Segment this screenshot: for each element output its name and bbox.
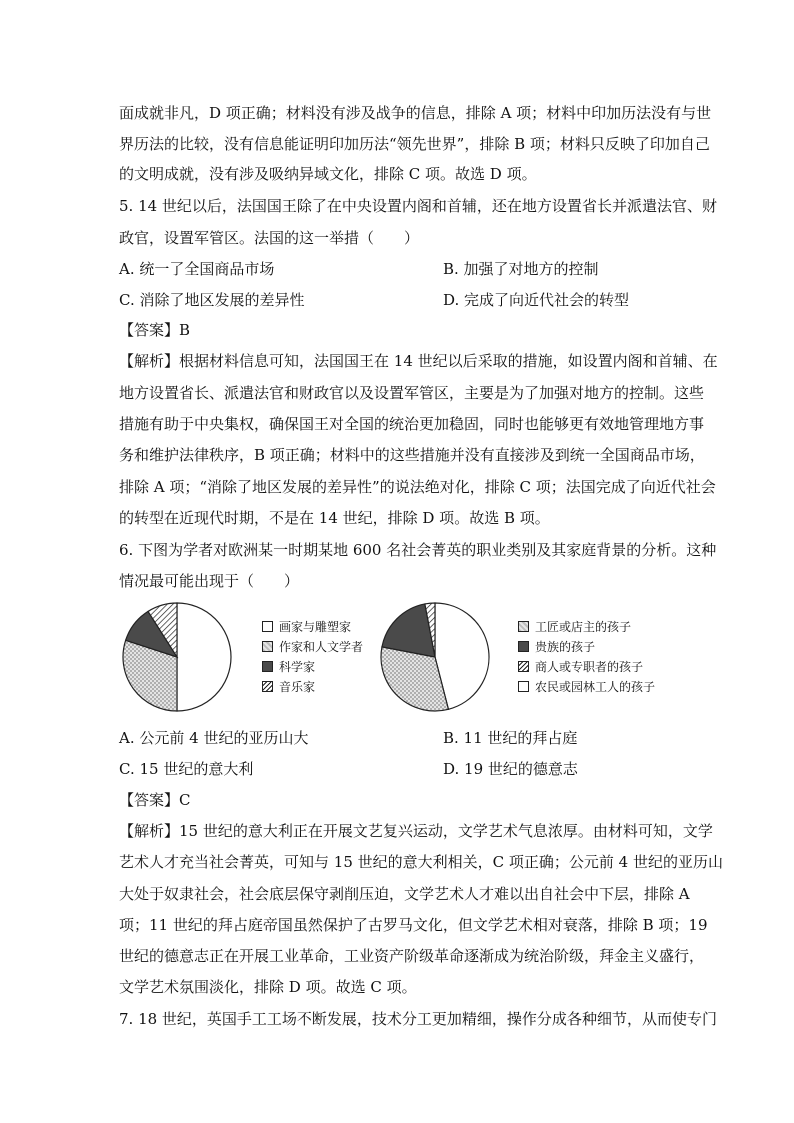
question-6-option-c: C. 15 世纪的意大利 bbox=[119, 760, 254, 778]
pie-charts-figure bbox=[120, 600, 680, 715]
legend-swatch-dotted bbox=[262, 641, 273, 652]
question-6-option-d: D. 19 世纪的德意志 bbox=[443, 760, 578, 778]
legend-item: 商人或专职者的孩子 bbox=[518, 660, 643, 674]
question-6-explanation: 项；11 世纪的拜占庭帝国虽然保护了古罗马文化，但文学艺术相对衰落，排除 B 项；19 bbox=[119, 916, 708, 934]
legend-swatch-dark bbox=[262, 661, 273, 672]
question-5-option-a: A. 统一了全国商品市场 bbox=[119, 260, 275, 278]
legend-swatch-white bbox=[518, 681, 529, 692]
legend-item: 画家与雕塑家 bbox=[262, 620, 351, 634]
legend-swatch-hatched bbox=[518, 661, 529, 672]
legend-item: 农民或园林工人的孩子 bbox=[518, 680, 655, 694]
question-6-explanation: 大处于奴隶社会，社会底层保守剥削压迫，文学艺术人才难以出自社会中下层，排除 A bbox=[119, 885, 690, 903]
question-6-explanation: 艺术人才充当社会菁英，可知与 15 世纪的意大利相关，C 项正确；公元前 4 世纪的亚历山 bbox=[119, 853, 723, 871]
pie-chart-occupation bbox=[120, 600, 240, 715]
question-6-option-b: B. 11 世纪的拜占庭 bbox=[443, 729, 578, 747]
pie-slice-1 bbox=[177, 603, 231, 711]
question-5-stem: 政官，设置军管区。法国的这一举措（ ） bbox=[119, 229, 420, 247]
legend-swatch-dotted bbox=[518, 621, 529, 632]
question-5-option-c: C. 消除了地区发展的差异性 bbox=[119, 291, 305, 309]
question-6-explanation: 【解析】15 世纪的意大利正在开展文艺复兴运动，文学艺术气息浓厚。由材料可知，文学 bbox=[119, 822, 713, 840]
question-6-explanation: 世纪的德意志正在开展工业革命，工业资产阶级革命逐渐成为统治阶级，拜金主义盛行， bbox=[119, 947, 705, 965]
question-6-answer: 【答案】C bbox=[119, 791, 191, 809]
question-5-explanation: 措施有助于中央集权，确保国王对全国的统治更加稳固，同时也能够更有效地管理地方事 bbox=[119, 415, 705, 433]
legend-item: 贵族的孩子 bbox=[518, 640, 595, 654]
legend-item: 科学家 bbox=[262, 660, 315, 674]
question-5-explanation: 【解析】根据材料信息可知，法国国王在 14 世纪以后采取的措施，如设置内阁和首辅、在 bbox=[119, 352, 718, 370]
question-5-option-d: D. 完成了向近代社会的转型 bbox=[443, 291, 630, 309]
legend-item: 音乐家 bbox=[262, 680, 315, 694]
legend-item: 作家和人文学者 bbox=[262, 640, 363, 654]
question-5-option-b: B. 加强了对地方的控制 bbox=[443, 260, 599, 278]
legend-swatch-white bbox=[262, 621, 273, 632]
text-line: 界历法的比较，没有信息能证明印加历法“领先世界”，排除 B 项；材料只反映了印加自己 bbox=[119, 135, 710, 153]
legend-swatch-hatched bbox=[262, 681, 273, 692]
question-5-explanation: 排除 A 项；“消除了地区发展的差异性”的说法绝对化，排除 C 项；法国完成了向近代社会 bbox=[119, 478, 716, 496]
question-6-option-a: A. 公元前 4 世纪的亚历山大 bbox=[119, 729, 309, 747]
legend-item: 工匠或店主的孩子 bbox=[518, 620, 631, 634]
text-line: 的文明成就，没有涉及吸纳异域文化，排除 C 项。故选 D 项。 bbox=[119, 165, 537, 183]
question-5-explanation: 的转型在近现代时期，不是在 14 世纪，排除 D 项。故选 B 项。 bbox=[119, 509, 550, 527]
question-7-stem: 7. 18 世纪，英国手工工场不断发展，技术分工更加精细，操作分成各种细节，从而使专门 bbox=[119, 1010, 717, 1028]
legend-swatch-dark bbox=[518, 641, 529, 652]
pie-chart-family-background bbox=[378, 600, 498, 715]
question-6-stem: 6. 下图为学者对欧洲某一时期某地 600 名社会菁英的职业类别及其家庭背景的分析。这种 bbox=[119, 541, 717, 559]
text-line: 面成就非凡，D 项正确；材料没有涉及战争的信息，排除 A 项；材料中印加历法没有与世 bbox=[119, 104, 712, 122]
question-5-explanation: 地方设置省长、派遣法官和财政官以及设置军管区，主要是为了加强对地方的控制。这些 bbox=[119, 384, 705, 402]
question-6-stem: 情况最可能出现于（ ） bbox=[119, 572, 300, 590]
question-5-stem: 5. 14 世纪以后，法国国王除了在中央设置内阁和首辅，还在地方设置省长并派遣法官、财 bbox=[119, 197, 717, 215]
question-5-answer: 【答案】B bbox=[119, 321, 191, 339]
question-5-explanation: 务和维护法律秩序，B 项正确；材料中的这些措施并没有直接涉及到统一全国商品市场， bbox=[119, 446, 705, 464]
question-6-explanation: 文学艺术氛围淡化，排除 D 项。故选 C 项。 bbox=[119, 978, 417, 996]
